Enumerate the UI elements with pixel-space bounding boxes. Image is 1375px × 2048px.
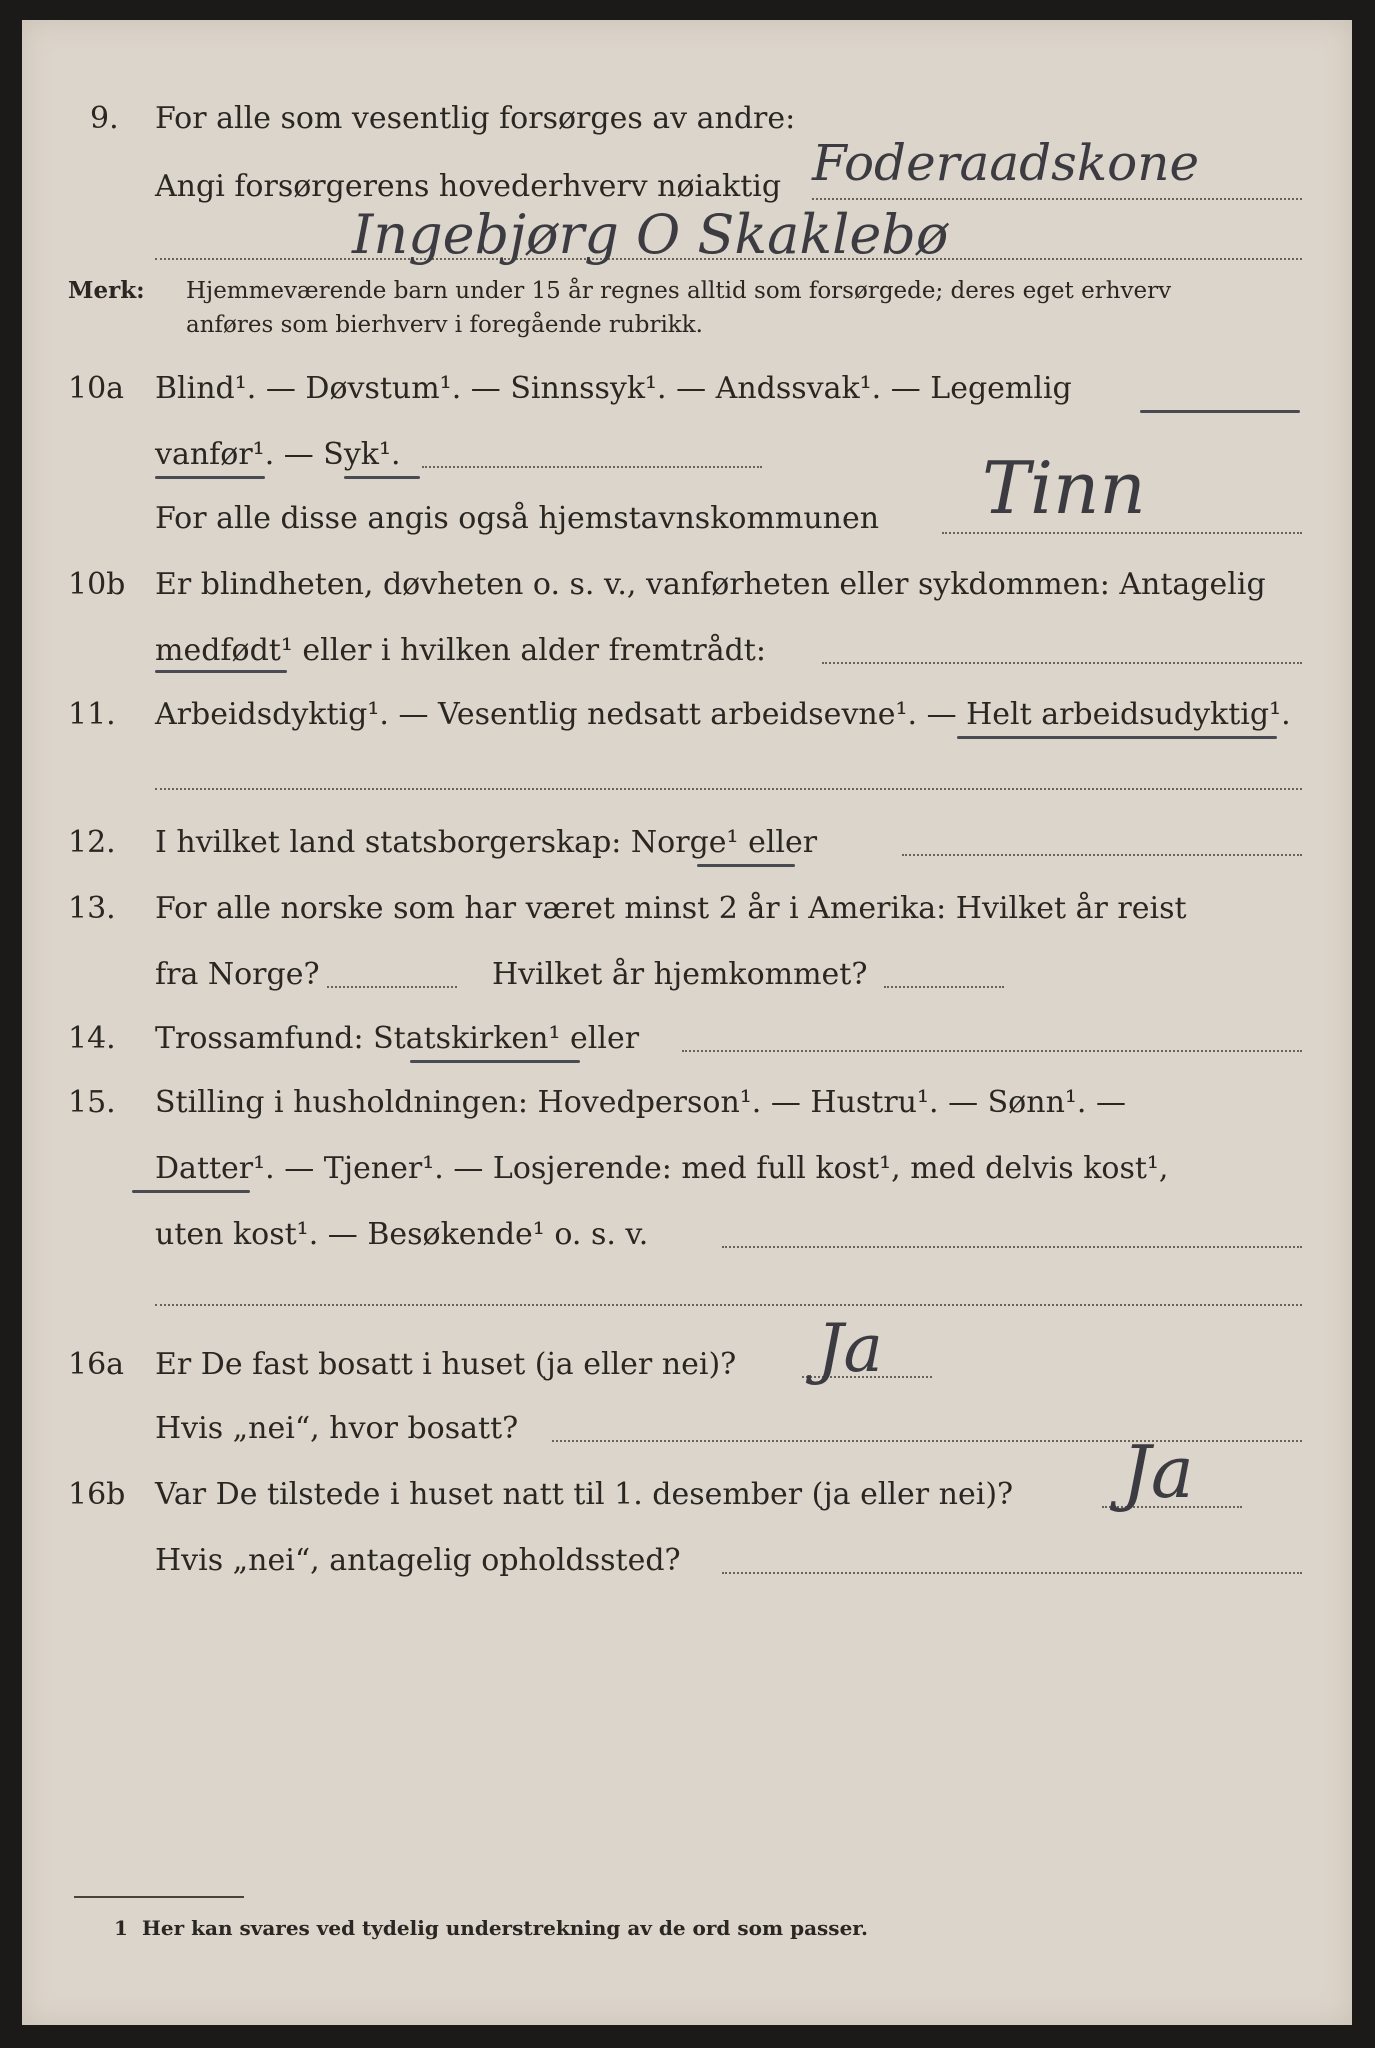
q14-underline-statskirken: [410, 1060, 580, 1063]
q10b-number: 10b: [68, 567, 126, 602]
q16b-whereabouts-field[interactable]: [722, 1572, 1302, 1574]
q13-line1: For alle norske som har været minst 2 år i Amerika: Hvilket år reist: [155, 891, 1187, 926]
q10b-underline-medfodt: [155, 670, 287, 673]
q15-underline-datter: [132, 1190, 250, 1193]
merk-line1: Hjemmeværende barn under 15 år regnes alltid som forsørgede; deres eget erhverv: [186, 278, 1172, 304]
q10a-number: 10a: [68, 371, 125, 406]
q10a-kommune-field[interactable]: [942, 532, 1302, 534]
q11-extra-field[interactable]: [155, 788, 1302, 790]
q10b-line2: medfødt¹ eller i hvilken alder fremtrådt:: [155, 633, 766, 668]
q13-number: 13.: [68, 891, 116, 926]
q14-religion-field[interactable]: [682, 1050, 1302, 1052]
merk-line2: anføres som bierhverv i foregående rubrikk.: [186, 312, 703, 338]
q16a-handwritten-answer: Ja: [817, 1310, 883, 1387]
q16b-line1: Var De tilstede i huset natt til 1. desember (ja eller nei)?: [155, 1477, 1014, 1512]
q13-return-year-field[interactable]: [884, 986, 1004, 988]
q10a-condition-field[interactable]: [422, 466, 762, 468]
q12-underline-norge: [697, 864, 795, 867]
q16a-number: 16a: [68, 1347, 125, 1382]
q10b-line1: Er blindheten, døvheten o. s. v., vanførheten eller sykdommen: Antagelig: [155, 567, 1266, 602]
q9-handwritten-occupation: Foderaadskone: [812, 134, 1200, 192]
q10a-line2: vanfør¹. — Syk¹.: [155, 437, 401, 472]
q16a-line2: Hvis „nei“, hvor bosatt?: [155, 1411, 519, 1446]
q9-handwritten-name: Ingebjørg O Skaklebø: [352, 203, 949, 266]
q10a-underline-legemlig: [1140, 410, 1300, 413]
q9-occupation-label: Angi forsørgerens hovederhverv nøiaktig: [155, 169, 782, 204]
q15-extra-field[interactable]: [155, 1304, 1302, 1306]
q15-position-field[interactable]: [722, 1246, 1302, 1248]
q13-left-year-field[interactable]: [327, 986, 457, 988]
q15-line3: uten kost¹. — Besøkende¹ o. s. v.: [155, 1217, 649, 1252]
q15-line2: Datter¹. — Tjener¹. — Losjerende: med full kost¹, med delvis kost¹,: [155, 1151, 1169, 1186]
q16b-handwritten-answer: Ja: [1122, 1430, 1194, 1514]
q16b-number: 16b: [68, 1477, 126, 1512]
q15-line1: Stilling i husholdningen: Hovedperson¹. — Hustru¹. — Sønn¹. —: [155, 1085, 1126, 1120]
q16a-line1: Er De fast bosatt i huset (ja eller nei)?: [155, 1347, 737, 1382]
q10a-underline-syk: [344, 476, 420, 479]
q9-occupation-field[interactable]: [812, 198, 1302, 200]
q12-country-field[interactable]: [902, 854, 1302, 856]
q9-number: 9.: [90, 101, 119, 136]
q11-underline-helt: [957, 736, 1277, 739]
q13-return-label: Hvilket år hjemkommet?: [492, 957, 868, 992]
q10a-handwritten-kommune: Tinn: [982, 446, 1146, 530]
merk-label: Merk:: [68, 277, 145, 304]
q10b-age-field[interactable]: [822, 662, 1302, 664]
q12-number: 12.: [68, 825, 116, 860]
q10a-kommune-label: For alle disse angis også hjemstavnskommunen: [155, 501, 880, 536]
footnote-mark: 1: [114, 1916, 128, 1940]
q16b-line2: Hvis „nei“, antagelig opholdssted?: [155, 1543, 681, 1578]
q10a-underline-vanfor: [155, 476, 265, 479]
footnote-text: Her kan svares ved tydelig understrekning av de ord som passer.: [142, 1916, 868, 1940]
q11-line1: Arbeidsdyktig¹. — Vesentlig nedsatt arbeidsevne¹. — Helt arbeidsudyktig¹.: [155, 697, 1291, 732]
q10a-line1: Blind¹. — Døvstum¹. — Sinnssyk¹. — Andssvak¹. — Legemlig: [155, 371, 1072, 406]
q12-line1: I hvilket land statsborgerskap: Norge¹ eller: [155, 825, 818, 860]
q11-number: 11.: [68, 697, 116, 732]
census-form-page: [22, 20, 1352, 2025]
q15-number: 15.: [68, 1085, 116, 1120]
q14-line1: Trossamfund: Statskirken¹ eller: [155, 1021, 640, 1056]
q9-line1: For alle som vesentlig forsørges av andre:: [155, 101, 796, 136]
q14-number: 14.: [68, 1021, 116, 1056]
q13-left-label: fra Norge?: [155, 957, 320, 992]
footnote-rule: [74, 1896, 244, 1898]
